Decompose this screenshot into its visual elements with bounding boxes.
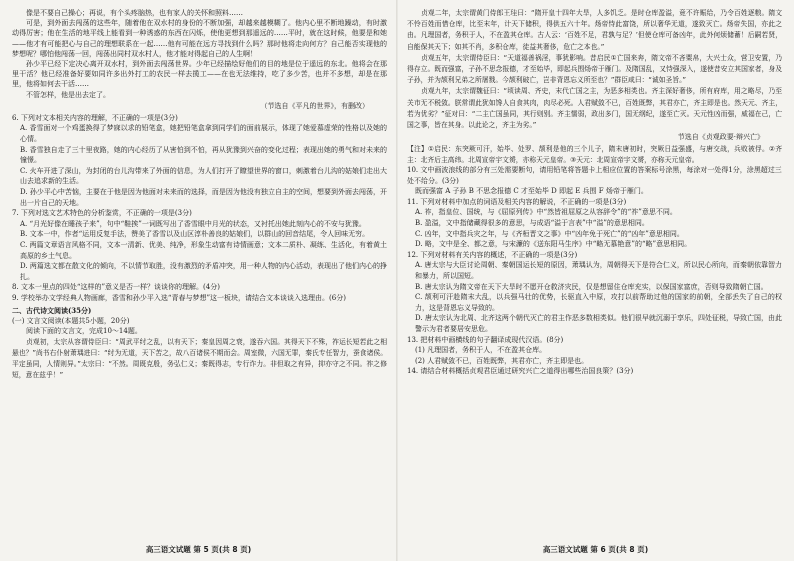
classical-text: 贞观五年，太宗谓侍臣曰：“天道福善祸淫，事犹影响。昔启民①亡国来奔，隋文帝不吝粟帛，大兴士众，营卫安置，乃得存立。既而强富，子孙不思念报德，才至始毕，即起兵围炀帝于雁门。及隋国乱，又恃强深入，遂使昔安立其国家者，身及子孙，并为颉利兄弟之所屠戮。今颉利破亡，岂非背恩忘义所至也？”群臣咸曰：“诚如圣旨。”	[407, 53, 782, 85]
option-a: A. 香雪面对一个鸡蛋换得了梦寐以求的铅笔盒，她把铅笔盒拿到同学们的面前展示，体现了她爱慕虚荣的性格以及她的心情。	[20, 124, 387, 144]
classical-text: 贞观二年，太宗谓黄门侍郎王珪曰：“隋开皇十四年大旱，人多饥乏。是时仓库盈溢，竟不许赈给，乃令百姓逐粮。隋文不怜百姓而惜仓库，比至末年，计天下储积，得供五六十年。炀帝恃此富饶，所以奢华无道，遂致灭亡。炀帝失国，亦此之由。凡理国者，务积于人，不在盈其仓库。古人云：‘百姓不足，君孰与足？’但使仓库可备凶年，此外何烦储蓄！后嗣若贤，自能保其天下；如其不肖，多积仓库，徒益其奢侈，危亡之本也。”	[407, 9, 782, 51]
option-a: A. 祚，指皇位、国统，与《屈原列传》中“然皆祖屈原之从容辞令”的“祚”意思不同。	[415, 208, 677, 217]
question-stem: 12. 下列对材料有关内容的概述，不正确的一项是(3分)	[407, 250, 578, 259]
page-footer: 高三语文试题 第 5 页(共 8 页)	[145, 545, 252, 554]
option-b: B. 盈溢，文中指储藏得很多的意思，与成语“溢于言表”中“溢”的意思相同。	[415, 219, 649, 228]
question-13	[407, 335, 782, 367]
option-b: B. 文本一中，作者“运用反复手法，赞美了香雪以及山区淳朴善良的姑娘们，以群山的回音结尾，令人回味无穷。	[20, 230, 370, 239]
classical-text: 贞观初，太宗从容谓侍臣曰：“周武平纣之乱，以有天下；秦皇因周之衰，遂吞六国。其得天下不殊，祚运长短若此之相悬也？”尚书右仆射萧瑀进曰：“纣为无道，天下苦之，故八百诸侯不期而会。周室微，六国无罪，秦氏专任智力，蚕食诸侯。平定虽同，人情则异。”太宗曰：“不然。周既克殷，务弘仁义；秦既得志，专行诈力。非但取之有异，抑亦守之不同。祚之修短，意在兹乎！”	[12, 337, 387, 380]
subsection-heading: (一) 文言文阅读(本题共5小题，20分)	[12, 316, 130, 325]
option-c: C. 两篇文章语言风格不同，文本一清新、优美、纯净，形象生动富有诗情画意；文本二质朴、凝练、生活化，有着黄土高原的乡土气息。	[20, 240, 387, 260]
reading-paragraph: 可是，到外面去闯荡的这些年，随着他在双水村的身份的不断加强，却越来越模糊了。他内心里不断地躁动，有时激动得厉害；他在生活的地平线上能看到一种诱惑的东西在闪烁，使他更想到那遥远的……平时，就在这时候，他要是和她——他才有可能把心与自己的理想联系在一起……他有可能在远方寻找到什么吗？那时他将走向何方？自己能否实现他的梦想呢？哪怕他闯荡一回，闯荡出同村双水村人，他才能对得起自己的人生啊！	[12, 19, 387, 58]
option-d: D. 两篇选文都在散文化的倾向，不以情节取胜，没有激烈的矛盾冲突，用一种人物的内心活动，表现出了他们内心的挣扎。	[20, 262, 387, 281]
classical-text: 贞观九年，太宗谓魏征曰：“顷读周、齐史，末代亡国之主，为恶多相类也。齐主深好奢侈，所有府库，用之略尽，乃至关市无不税敛。朕常谓此犹如馋人自食其肉，肉尽必死。人君赋敛不已，百姓既弊，其君亦亡，齐主即是也。然天元、齐主，若为优劣？”征对曰：“二主亡国虽同，其行则别。齐主懦弱，政出多门，国无纲纪，遂至亡灭。天元性凶而强，威福在己，亡国之事，皆在其身。以此论之，齐主为劣。”	[407, 87, 782, 130]
question-stem: 10. 文中画波浪线的部分有三处需要断句，请用铅笔将答题卡上相应位置的答案标号涂黑，每涂对一处得1分，涂黑超过三处不给分。(3分)	[407, 166, 782, 185]
page-footer: 高三语文试题 第 6 页(共 8 页)	[542, 545, 649, 554]
reading-paragraph: 不管怎样，他是出去定了。	[26, 90, 110, 99]
option-b: B. 香雪独自走了三十里夜路，她的内心经历了从害怕到不怕，再从犹豫到兴奋的变化过程；表现出她的勇气和对未来的憧憬。	[20, 145, 387, 165]
question-9: 9. 学校举办文学经典人物画廊，香雪和孙少平入选“青春与梦想”这一板块，请结合文本谈谈入选理由。(6分)	[12, 293, 346, 302]
section-heading: 二、古代诗文阅读(35分)	[12, 305, 92, 315]
question-6	[12, 113, 387, 208]
option-c: C. 火车开进了深山，为封闭的台儿沟带来了外面的信息，为人们打开了瞭望世界的窗口，刺激着台儿沟的姑娘们走出大山去追求新的生活。	[20, 166, 387, 186]
question-12	[407, 250, 782, 335]
reading-paragraph: 像是不要自己操心；再说，有个头疼脑热，也有家人的关怀和照料……	[26, 9, 243, 17]
question-10	[407, 165, 782, 197]
option-a: A. “月光好像在睡孩子来”，句中“鞋挨”一词既写出了香雪眼中月光的状态，又衬托出她此刻内心的不安与犹豫。	[20, 219, 366, 228]
annotation-note: 【注】①启民：东突厥可汗，始毕、处罗、颉利是他的三个儿子，隋末唐初时，突厥日益强盛，与唐交战，兵败被俘。②齐主：北齐后主高纬。北周宣帝宇文赟，亦称天元皇帝。③天元：北周宣帝宇文赟，亦称天元皇帝。	[407, 145, 782, 164]
option-d: D. 唐太宗认为北周、北齐这两个朝代灭亡的君主作恶多数相类似。他们很早就沉溺于享乐，四处征税，导致亡国，由此警示为君者要居安思危。	[415, 314, 782, 333]
reading-source: （节选自《平凡的世界》，有删改）	[260, 101, 369, 110]
reading-paragraph: 孙少平已经下定决心离开双水村，到外面去闯荡世界。少年已经描绘好他们的目的地是位于遥远的东北。他将会在那里干活？他已经准备好要如同许多出外打工的农民一样去揽工——在也无法维持，吃了多少苦，也并不多想，却是在那里，他将如何去干活……	[12, 60, 387, 89]
option-d: D. 略，文中是全、都之意，与宋濂的《送东阳马生序》中“略无慕艳意”的“略”意思相同。	[415, 240, 692, 249]
question-7	[12, 208, 387, 282]
question-8: 8. 文本一里点的四处“这样的”意义是否一样？谈谈你的理解。(4分)	[12, 283, 220, 292]
option-c: C. 颉利可汗趁隋末大乱，以兵强马壮的优势，长驱直入中原，攻打以前帮助过他的国家的前朝，全部丢失了自己的权力，这是背恩忘义导致的。	[415, 293, 782, 312]
page-6	[397, 0, 794, 561]
question-11	[407, 197, 782, 250]
question-stem: 6. 下列对文本相关内容的理解，不正确的一项是(3分)	[12, 113, 178, 122]
option-d: D. 孙少平心中苦恼，主要在于他是因为他面对未来而的选择，而是因为他没有独立自主的空间，想要到外面去闯荡，开出一片自己的天地。	[20, 187, 387, 207]
question-stem: 7. 下列对选文艺术特色的分析鉴赏，不正确的一项是(3分)	[12, 209, 192, 218]
question-stem: 13. 把材料中画横线的句子翻译成现代汉语。(8分)	[407, 335, 564, 344]
question-14: 14. 请结合材料概括贞观君臣通过研究兴亡之道得出哪些治国良策？(3分)	[407, 367, 634, 376]
option-c: C. 凶年，文中指兵灾之年，与《齐桓晋文之事》中“凶年免于死亡”的“凶年”意思相同。	[415, 229, 684, 238]
translate-sentence-1: (1) 凡理国者，务积于人，不在盈其仓库。	[415, 346, 547, 355]
option-b: B. 唐太宗认为隋文帝在天下大旱时不愿开仓救济灾民，仅是想留住仓库充实，以保国家富庶，否则导致隋朝亡国。	[415, 282, 768, 291]
sentence-break-line: 既而强富 A 子孙 B 不思念报德 C 才至始毕 D 即起 E 兵围 F 炀帝于雁门。	[415, 187, 648, 196]
instruction: 阅读下面的文言文，完成10～14题。	[26, 327, 142, 336]
text-source: 节选自《贞观政要·辩兴亡》	[677, 133, 764, 142]
translate-sentence-2: (2) 人君赋敛不已，百姓既弊，其君亦亡，齐主即是也。	[415, 356, 589, 365]
option-a: A. 唐太宗与大臣讨论周朝、秦朝国运长短的原因，萧瑀认为，周朝得天下是符合仁义，所以民心所向，而秦朝依靠智力和暴力，所以国短。	[415, 261, 782, 280]
question-stem: 11. 下列对材料中加点的词语及相关内容的解说，不正确的一项是(3分)	[407, 197, 627, 206]
